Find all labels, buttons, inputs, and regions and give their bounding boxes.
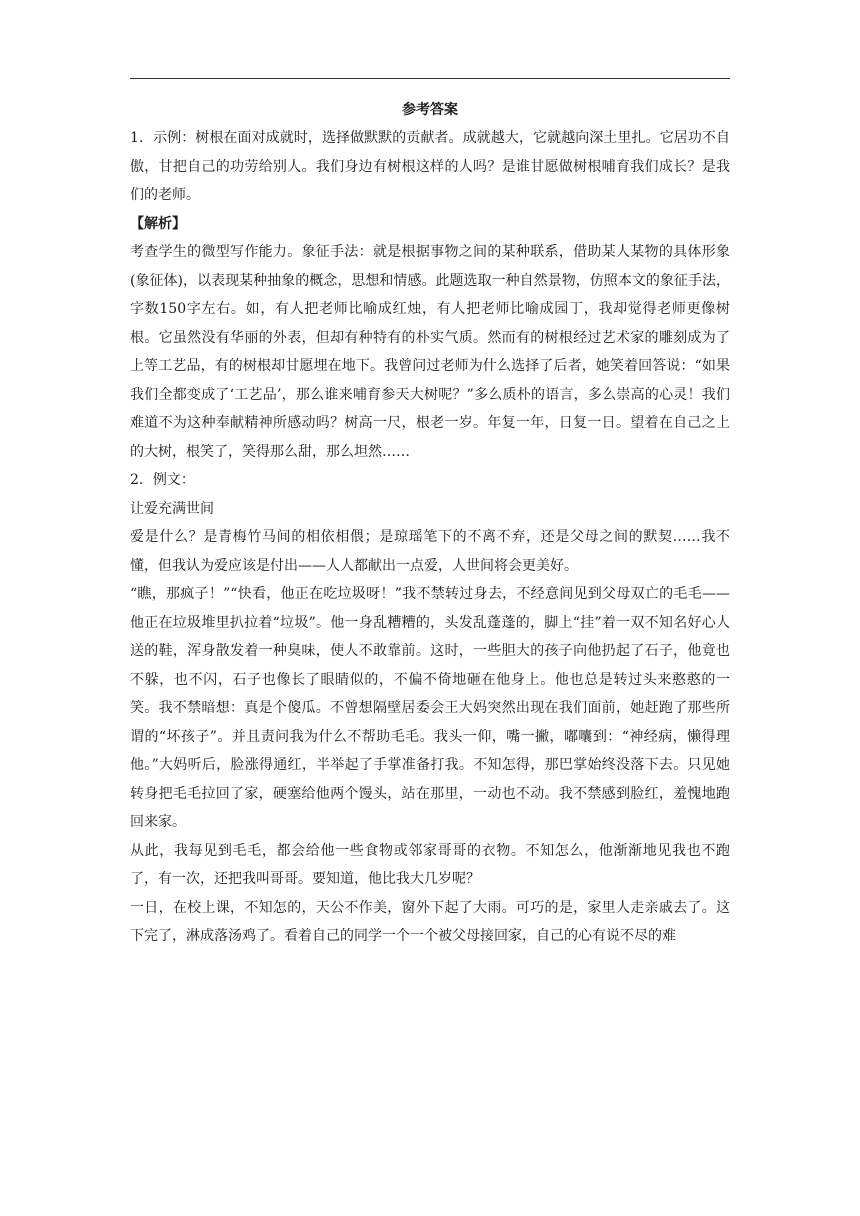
essay-title: 让爱充满世间 <box>130 500 214 517</box>
answer-1: 1．示例：树根在面对成就时，选择做默默的贡献者。成就越大，它就越向深土里扎。它居功不自傲，甘把自己的功劳给别人。我们身边有树根这样的人吗？是谁甘愿做树根哺育我们成长？是我们的老师。 <box>130 130 730 203</box>
essay-paragraph-2: “瞧，那疯子！”“快看，他正在吃垃圾呀！”我不禁转过身去，不经意间见到父母双亡的毛毛——他正在垃圾堆里扒拉着“垃圾”。他一身乱糟糟的，头发乱蓬蓬的，脚上“挂”着一双不知名好心人送的鞋，浑身散发着一种臭味，使人不敢靠前。这时，一些胆大的孩子向他扔起了石子，他竟也不躲，也不闪，石子也像长了眼睛似的，不偏不倚地砸在他身上。他也总是转过头来憨憨的一笑。我不禁暗想：真是个傻瓜。不曾想隔壁居委会王大妈突然出现在我们面前，她赶跑了那些所谓的“坏孩子”。并且责问我为什么不帮助毛毛。我头一仰，嘴一撇，嘟囔到：“神经病，懒得理他。”大妈听后，脸涨得通红，半举起了手掌准备打我。不知怎得，那巴掌始终没落下去。只见她转身把毛毛拉回了家，硬塞给他两个馒头，站在那里，一动也不动。我不禁感到脸红，羞愧地跑回来家。 <box>130 586 730 830</box>
header-rule <box>130 78 730 79</box>
essay-paragraph-3: 从此，我每见到毛毛，都会给他一些食物或邻家哥哥的衣物。不知怎么，他渐渐地见我也不跑了，有一次，还把我叫哥哥。要知道，他比我大几岁呢？ <box>130 842 730 887</box>
page-title: 参考答案 <box>402 102 458 118</box>
essay-paragraph-4: 一日，在校上课，不知怎的，天公不作美，窗外下起了大雨。可巧的是，家里人走亲戚去了。这下完了，淋成落汤鸡了。看着自己的同学一个一个被父母接回家，自己的心有说不尽的难 <box>130 899 730 944</box>
document-body <box>130 96 730 951</box>
answer-2-heading: 2．例文： <box>130 472 195 488</box>
essay-paragraph-1: 爱是什么？是青梅竹马间的相依相偎；是琼瑶笔下的不离不弃，还是父母之间的默契……我不懂，但我认为爱应该是付出——人人都献出一点爱，人世间将会更美好。 <box>130 529 730 574</box>
analysis-text: 考查学生的微型写作能力。象征手法：就是根据事物之间的某种联系，借助某人某物的具体形象(象征体)，以表现某种抽象的概念，思想和情感。此题选取一种自然景物，仿照本文的象征手法，字数150字左右。如，有人把老师比喻成红烛，有人把老师比喻成园丁，我却觉得老师更像树根。它虽然没有华丽的外表，但却有种特有的朴实气质。然而有的树根经过艺术家的雕刻成为了上等工艺品，有的树根却甘愿埋在地下。我曾问过老师为什么选择了后者，她笑着回答说：“如果我们全都变成了‘工艺品’，那么谁来哺育参天大树呢？”多么质朴的语言，多么崇高的心灵！我们难道不为这种奉献精神所感动吗？树高一尺，根老一岁。年复一年，日复一日。望着在自己之上的大树，根笑了，笑得那么甜，那么坦然…… <box>130 244 730 460</box>
analysis-label: 【解析】 <box>130 215 186 232</box>
